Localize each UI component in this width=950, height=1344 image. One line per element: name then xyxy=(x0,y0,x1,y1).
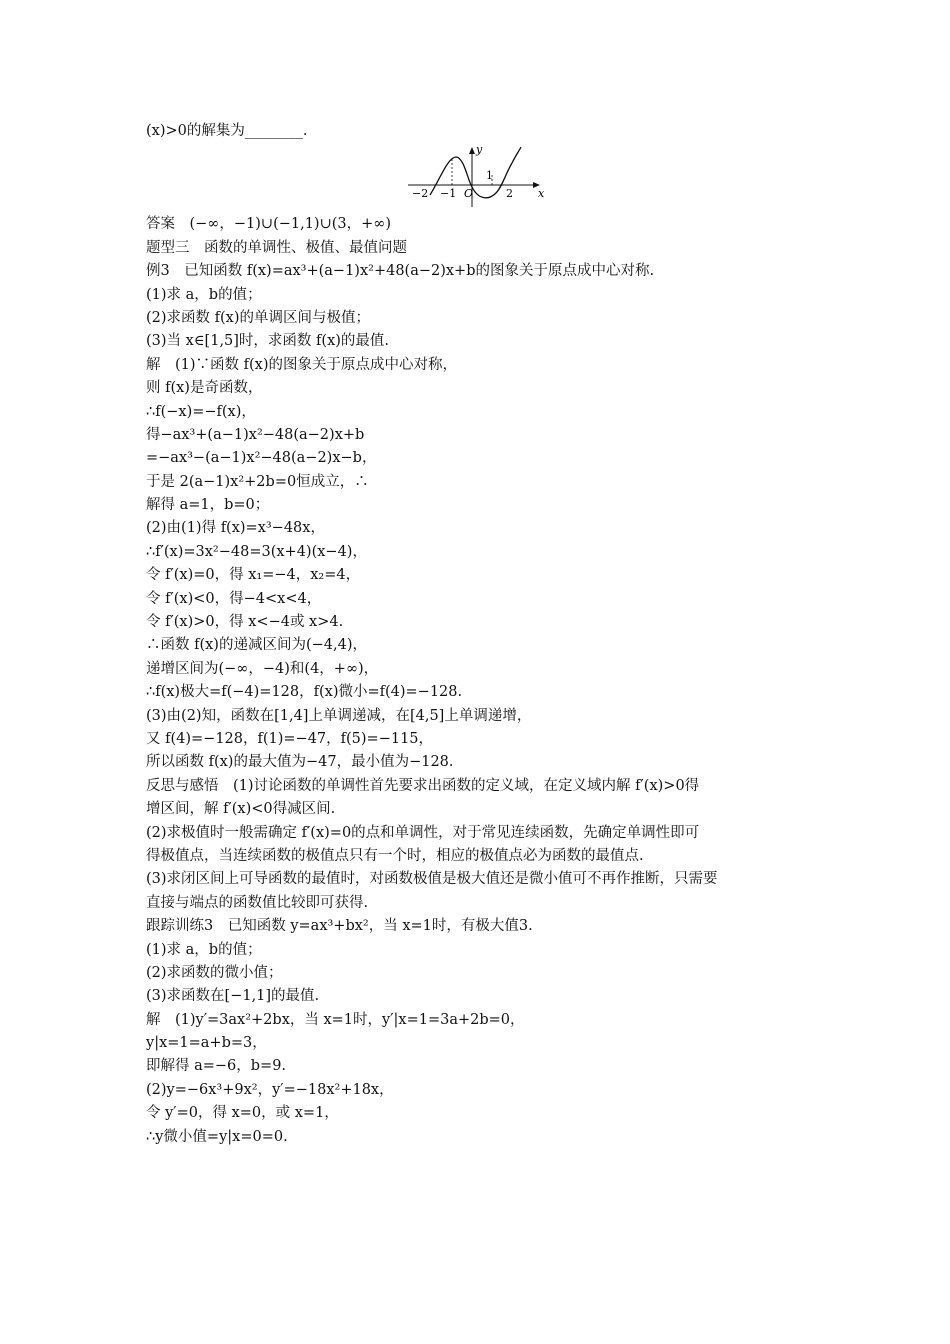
text-line: (2)求函数 f(x)的单调区间与极值； xyxy=(146,309,371,326)
function-graph-container xyxy=(146,143,816,213)
text-line: ∴f(−x)=−f(x)， xyxy=(146,403,256,420)
text-line: 解得 a=1，b=0； xyxy=(146,497,270,514)
text-line: (2)y=−6x³+9x²，y′=−18x²+18x， xyxy=(146,1081,394,1098)
text-line: (3)求闭区间上可导函数的最值时，对函数极值是极大值还是微小值可不再作推断，只需要 xyxy=(146,871,718,888)
label-2: 2 xyxy=(506,187,513,201)
text-line: 令 f′(x)>0，得 x<−4或 x>4. xyxy=(146,614,344,631)
section-title: 题型三 函数的单调性、极值、最值问题 xyxy=(146,239,407,256)
text-line: 即解得 a=−6，b=9. xyxy=(146,1058,287,1075)
text-line: ∴函数 f(x)的递减区间为(−4,4)， xyxy=(146,637,367,654)
answer-line: 答案 (−∞，−1)∪(−1,1)∪(3，+∞) xyxy=(146,216,392,233)
text-line: (3)由(2)知，函数在[1,4]上单调递减，在[4,5]上单调递增， xyxy=(146,707,532,724)
text-line: y|x=1=a+b=3， xyxy=(146,1035,267,1052)
label-origin: O xyxy=(464,187,474,201)
text-line: ∴y微小值=y|x=0=0. xyxy=(146,1128,288,1145)
text-line: 所以函数 f(x)的最大值为−47，最小值为−128. xyxy=(146,754,454,771)
text-line: 解 (1)y′=3ax²+2bx，当 x=1时，y′|x=1=3a+2b=0， xyxy=(146,1011,525,1028)
text-line: (x)>0的解集为________. xyxy=(146,123,308,139)
text-line: 增区间，解 f′(x)<0得减区间. xyxy=(146,801,336,818)
text-line: 令 y′=0，得 x=0，或 x=1， xyxy=(146,1105,339,1122)
text-line: 于是 2(a−1)x²+2b=0恒成立，∴ xyxy=(146,473,369,490)
text-line: =−ax³−(a−1)x²−48(a−2)x−b， xyxy=(146,450,377,467)
x-axis-label: x xyxy=(538,187,545,201)
label-neg2: −2 xyxy=(412,187,429,201)
text-line: 跟踪训练3 已知函数 y=ax³+bx²，当 x=1时，有极大值3. xyxy=(146,918,533,935)
label-neg1: −1 xyxy=(440,187,457,201)
text-line: 解 (1)∵函数 f(x)的图象关于原点成中心对称， xyxy=(146,356,458,373)
text-line: 令 f′(x)<0，得−4<x<4， xyxy=(146,590,322,607)
document-body xyxy=(146,213,816,1149)
text-line: 反思与感悟 (1)讨论函数的单调性首先要求出函数的定义域，在定义域内解 f′(x)>0得 xyxy=(146,777,700,794)
text-line: (1)求 a，b的值； xyxy=(146,286,262,303)
text-line: 递增区间为(−∞，−4)和(4，+∞)， xyxy=(146,660,379,677)
text-line: 直接与端点的函数值比较即可获得. xyxy=(146,894,369,911)
text-line: 得−ax³+(a−1)x²−48(a−2)x+b xyxy=(146,426,365,443)
label-1: 1 xyxy=(486,169,493,183)
text-line: 令 f′(x)=0，得 x₁=−4，x₂=4， xyxy=(146,567,361,584)
text-line: 则 f(x)是奇函数， xyxy=(146,380,263,397)
text-line: ∴f′(x)=3x²−48=3(x+4)(x−4)， xyxy=(146,543,367,560)
y-axis-label: y xyxy=(476,143,483,157)
text-line: 又 f(4)=−128，f(1)=−47，f(5)=−115， xyxy=(146,730,434,747)
text-line: (2)求极值时一般需确定 f′(x)=0的点和单调性，对于常见连续函数，先确定单调性即可 xyxy=(146,824,700,841)
text-line: (2)求函数的微小值； xyxy=(146,964,283,981)
text-line: (1)求 a，b的值； xyxy=(146,941,262,958)
derivative-graph xyxy=(406,143,546,209)
text-line: 得极值点，当连续函数的极值点只有一个时，相应的极值点必为函数的最值点. xyxy=(146,847,644,864)
document-page xyxy=(146,120,816,1149)
text-line: ∴f(x)极大=f(−4)=128，f(x)微小=f(4)=−128. xyxy=(146,684,463,701)
text-line: (3)求函数在[−1,1]的最值. xyxy=(146,988,320,1005)
text-line: (3)当 x∈[1,5]时，求函数 f(x)的最值. xyxy=(146,333,390,350)
text-line: (2)由(1)得 f(x)=x³−48x， xyxy=(146,520,325,537)
example-title: 例3 已知函数 f(x)=ax³+(a−1)x²+48(a−2)x+b的图象关于原点成中心对称. xyxy=(146,263,655,280)
